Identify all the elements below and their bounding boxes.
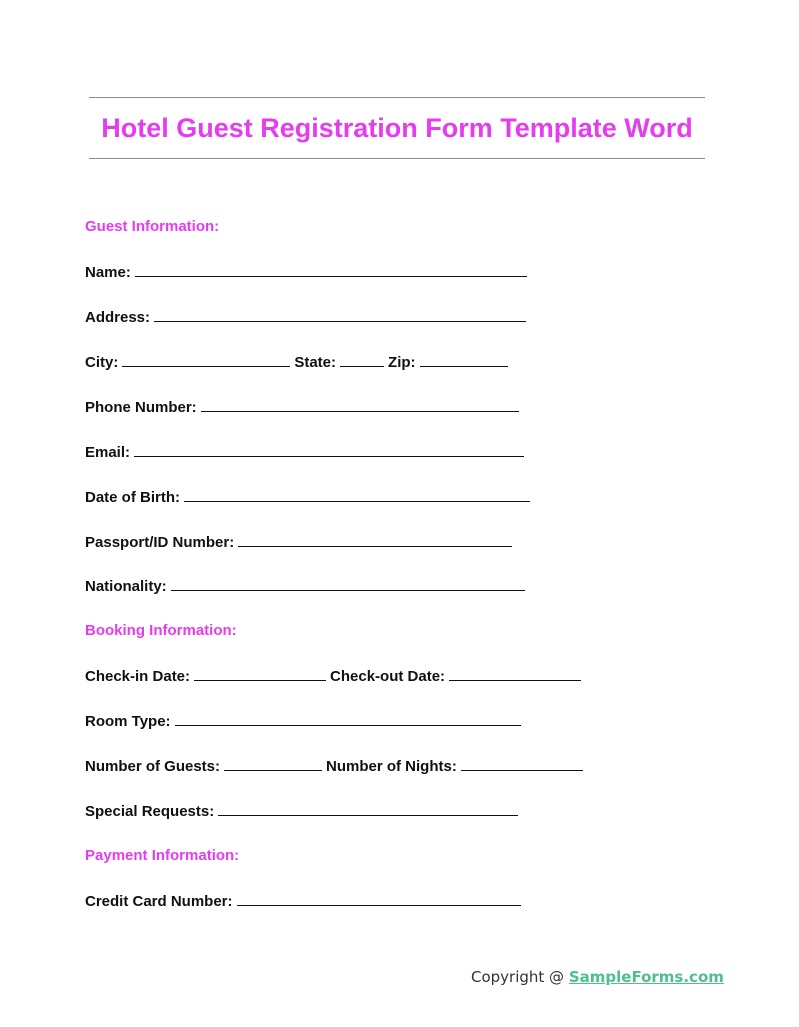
field-special-requests [85, 802, 522, 821]
footer-copyright [471, 968, 724, 986]
guests-blank[interactable] [224, 757, 322, 771]
city-blank[interactable] [122, 353, 290, 367]
field-label: Zip: [388, 354, 416, 371]
field-passport [85, 533, 516, 552]
field-label: Passport/ID Number: [85, 534, 235, 551]
brand-link[interactable]: SampleForms.com [568, 968, 724, 986]
field-label: Number of Guests: [85, 758, 221, 775]
zip-blank[interactable] [420, 353, 508, 367]
field-label: Special Requests: [85, 803, 215, 820]
section-heading-payment: Payment Information: [85, 847, 240, 864]
field-city-state-zip [85, 353, 512, 372]
field-label: Check-out Date: [330, 668, 446, 685]
field-label: Date of Birth: [85, 489, 180, 506]
special-requests-blank[interactable] [218, 802, 518, 816]
field-label: Room Type: [85, 713, 171, 730]
email-blank[interactable] [134, 443, 524, 457]
nights-blank[interactable] [461, 757, 583, 771]
state-blank[interactable] [340, 353, 384, 367]
field-nationality [85, 577, 529, 596]
section-heading-booking: Booking Information: [85, 622, 237, 639]
field-credit-card [85, 892, 525, 911]
field-phone [85, 398, 523, 417]
passport-blank[interactable] [238, 533, 512, 547]
field-dob [85, 488, 534, 507]
room-type-blank[interactable] [175, 712, 521, 726]
copyright-text: Copyright @ [471, 968, 569, 986]
section-heading-guest: Guest Information: [85, 218, 220, 235]
field-name [85, 263, 531, 282]
phone-blank[interactable] [201, 398, 519, 412]
field-label: Number of Nights: [326, 758, 457, 775]
field-label: Check-in Date: [85, 668, 191, 685]
field-email [85, 443, 528, 462]
dob-blank[interactable] [184, 488, 530, 502]
field-label: Address: [85, 309, 151, 326]
checkout-blank[interactable] [449, 667, 581, 681]
page-title: Hotel Guest Registration Form Template Word [101, 113, 693, 143]
field-room-type [85, 712, 525, 731]
nationality-blank[interactable] [171, 577, 525, 591]
field-label: Credit Card Number: [85, 893, 233, 910]
field-label: State: [294, 354, 337, 371]
field-guests-nights [85, 757, 587, 776]
credit-card-blank[interactable] [237, 892, 521, 906]
field-label: Nationality: [85, 578, 167, 595]
title-bottom-rule [89, 158, 705, 159]
field-address [85, 308, 530, 327]
field-label: Phone Number: [85, 399, 197, 416]
title-top-rule [89, 97, 705, 98]
field-label: Name: [85, 264, 131, 281]
address-blank[interactable] [154, 308, 526, 322]
checkin-blank[interactable] [194, 667, 326, 681]
field-checkin-checkout [85, 667, 585, 686]
field-label: Email: [85, 444, 131, 461]
field-label: City: [85, 354, 119, 371]
name-blank[interactable] [135, 263, 527, 277]
